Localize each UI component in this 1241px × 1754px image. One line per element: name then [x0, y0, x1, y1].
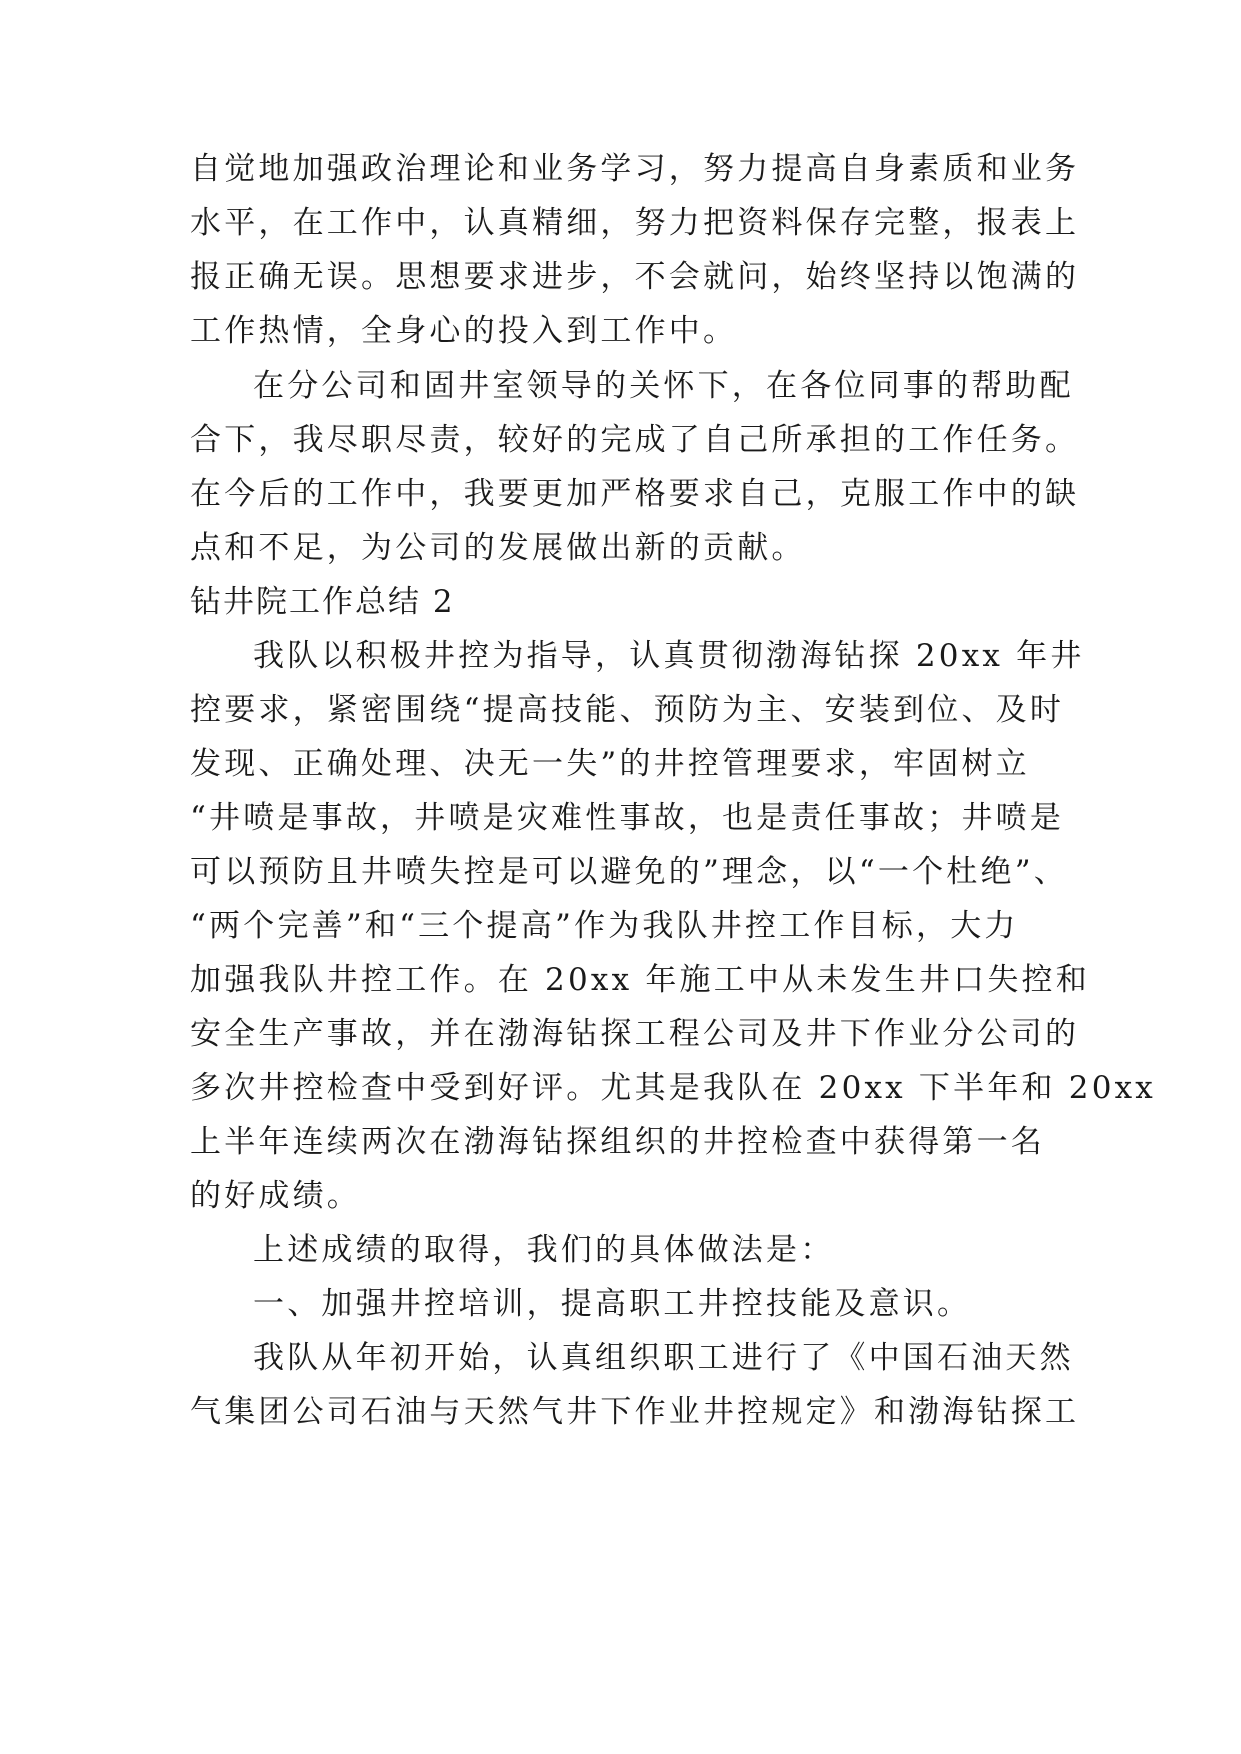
paragraph-first-line: 上述成绩的取得，我们的具体做法是： — [253, 1232, 835, 1268]
body-text-line: “两个完善”和“三个提高”作为我队井控工作目标，大力 — [190, 908, 1019, 944]
body-text-line: 控要求，紧密围绕“提高技能、预防为主、安装到位、及时 — [190, 692, 1065, 728]
body-text-line: 工作热情，全身心的投入到工作中。 — [190, 313, 738, 349]
body-text-line: 的好成绩。 — [190, 1178, 361, 1214]
body-text-line: 安全生产事故，并在渤海钻探工程公司及井下作业分公司的 — [190, 1016, 1080, 1052]
body-text-line: 合下，我尽职尽责，较好的完成了自己所承担的工作任务。 — [190, 422, 1080, 458]
body-text-line: “井喷是事故，井喷是灾难性事故，也是责任事故；井喷是 — [190, 800, 1065, 836]
body-text-line: 多次井控检查中受到好评。尤其是我队在 20xx 下半年和 20xx — [190, 1070, 1156, 1106]
paragraph-first-line: 在分公司和固井室领导的关怀下，在各位同事的帮助配 — [253, 368, 1074, 404]
body-text-line: 自觉地加强政治理论和业务学习，努力提高自身素质和业务 — [190, 151, 1080, 187]
body-text-line: 可以预防且井喷失控是可以避免的”理念，以“一个杜绝”、 — [190, 854, 1068, 890]
body-text-line: 报正确无误。思想要求进步，不会就问，始终坚持以饱满的 — [190, 259, 1080, 295]
section-heading: 钻井院工作总结 2 — [190, 584, 455, 620]
body-text-line: 水平，在工作中，认真精细，努力把资料保存完整，报表上 — [190, 205, 1080, 241]
body-text-line: 加强我队井控工作。在 20xx 年施工中从未发生井口失控和 — [190, 962, 1090, 998]
body-text-line: 气集团公司石油与天然气井下作业井控规定》和渤海钻探工 — [190, 1394, 1080, 1430]
body-text-line: 点和不足，为公司的发展做出新的贡献。 — [190, 530, 806, 566]
body-text-line: 上半年连续两次在渤海钻探组织的井控检查中获得第一名 — [190, 1124, 1045, 1160]
body-text-line: 在今后的工作中，我要更加严格要求自己，克服工作中的缺 — [190, 476, 1080, 512]
list-item-heading: 一、加强井控培训，提高职工井控技能及意识。 — [253, 1286, 972, 1322]
paragraph-first-line: 我队从年初开始，认真组织职工进行了《中国石油天然 — [253, 1340, 1074, 1376]
paragraph-first-line: 我队以积极井控为指导，认真贯彻渤海钻探 20xx 年井 — [253, 638, 1085, 674]
body-text-line: 发现、正确处理、决无一失”的井控管理要求，牢固树立 — [190, 746, 1030, 782]
